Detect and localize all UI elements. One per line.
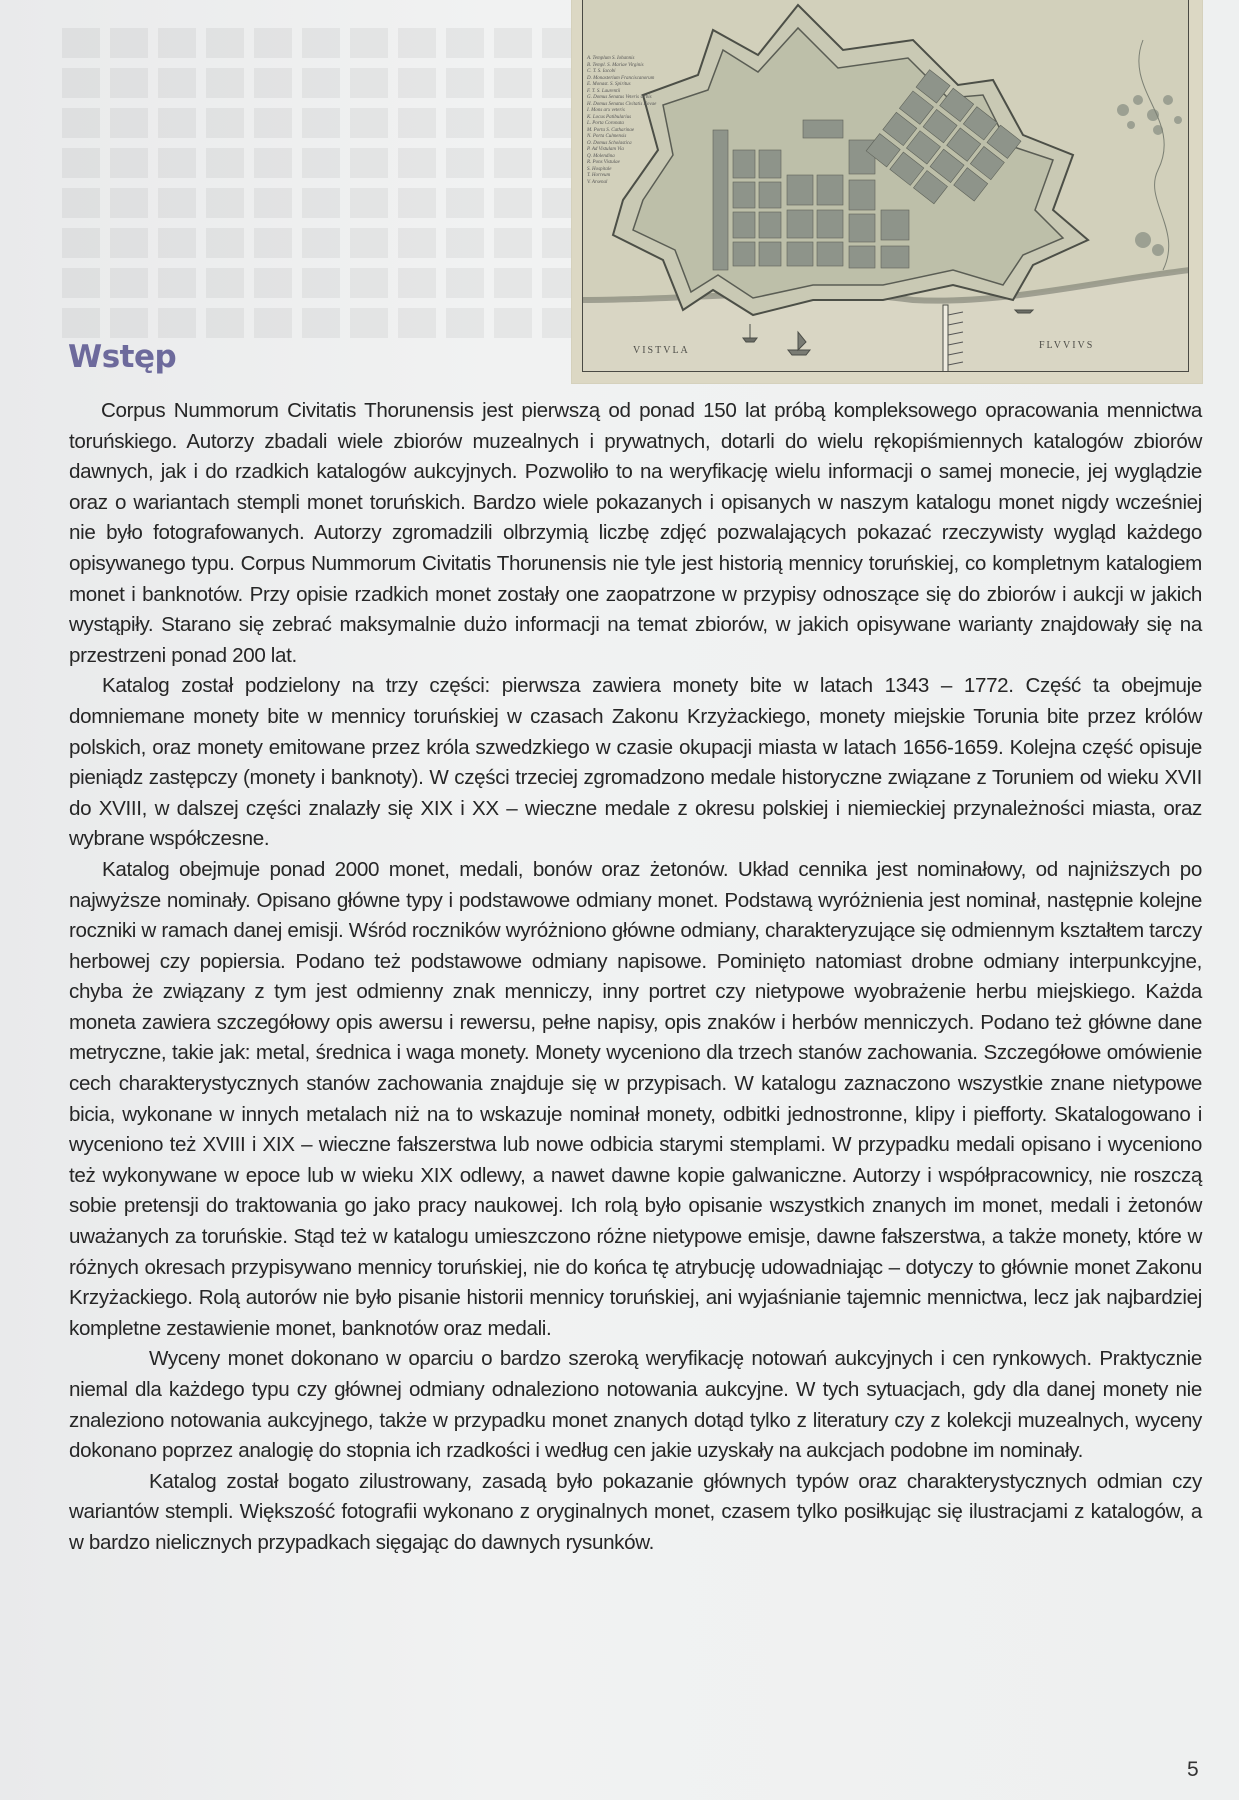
- map-legend-item: R. Pons Vistulae: [587, 160, 620, 165]
- map-legend-item: Q. Molendina: [587, 153, 615, 159]
- map-legend-item: S. Hospitale: [587, 166, 612, 172]
- map-legend-item: N. Porta Culmensis: [587, 134, 627, 139]
- map-legend-item: M. Porta S. Catharinae: [587, 127, 635, 133]
- map-legend-item: F. T. S. Laurentii: [587, 88, 621, 94]
- map-label-vistula: VISTVLA: [633, 345, 690, 356]
- map-legend-item: O. Domus Scholastica: [587, 140, 632, 146]
- paragraph: Wyceny monet dokonano w oparciu o bardzo szeroką weryfikację notowań aukcyjnych i cen rynkowych. Praktycznie niemal dla każdego typu czy głównej odmiany odnaleziono notowania aukcyjne. W tych sytuacjach, gdy dla danej monety nie znaleziono notowania aukcyjnego, także w przypadku monet znanych dotąd tylko z literatury czy z kolekcji muzealnych, wyceny dokonano poprzez analogię do stopnia ich rzadkości i według cen jakie uzyskały na aukcjach podobne im nominały.: [69, 1347, 1202, 1463]
- map-legend-item: A. Templum S. Iohannis: [587, 56, 635, 61]
- map-legend-item: H. Domus Senatus Civitatis Novae: [587, 101, 657, 107]
- map-label-fluvius: FLVVIVS: [1039, 340, 1095, 351]
- paragraph: Katalog został bogato zilustrowany, zasadą było pokazanie głównych typów oraz charakterystycznych odmian czy wariantów stempli. Większość fotografii wykonano z oryginalnych monet, czasem tylko posiłkując się ilustracjami z katalogów, a w bardzo nielicznych przypadkach sięgając do dawnych rysunków.: [69, 1469, 1202, 1554]
- map-legend-item: D. Monasterium Franciscanorum: [587, 75, 655, 81]
- show-through-text: [62, 28, 582, 358]
- map-legend-item: P. Ad Vistulam Via: [587, 147, 624, 152]
- section-title: Wstęp: [68, 338, 177, 375]
- paragraph: Katalog obejmuje ponad 2000 monet, medali, bonów oraz żetonów. Układ cennika jest nominałowy, od najniższych po najwyższe nominały. Opisano główne typy i podstawowe odmiany monet. Podstawą wyróżnienia jest nominał, następnie kolejne roczniki w ramach danej emisji. Wśród roczników wyróżniono główne odmiany, charakteryzujące się odmiennym kształtem tarczy herbowej czy popiersia. Podano też podstawowe odmiany napisowe. Pominięto natomiast drobne odmiany interpunkcyjne, chyba że związany z tym jest odmienny znak menniczy, inny portret czy nietypowe wyobrażenie herbu miejskiego. Każda moneta zawiera szczegółowy opis awersu i rewersu, pełne napisy, opis znaków i herbów menniczych. Podano też główne dane metryczne, takie jak: metal, średnica i waga monety. Monety wyceniono dla trzech stanów zachowania. Szczegółowe omówienie cech charakterystycznych stanów zachowania znajduje się w przypisach. W katalogu zaznaczono wszystkie znane nietypowe bicia, wykonane w innych metalach niż na to wskazuje nominał monety, odbitki jednostronne, klipy i piefforty. Skatalogowano i wyceniono też XVIII i XIX – wieczne fałszerstwa lub nowe odbicia starymi stemplami. W przypadku medali opisano i wyceniono też wykonywane w epoce lub w wieku XIX odlewy, a nawet dawne kopie galwaniczne. Autorzy i współpracownicy, nie roszczą sobie pretensji do traktowania go jako pracy naukowej. Ich rolą było opisanie wszystkich znanych im monet, medali i żetonów uważanych za toruńskie. Stąd też w katalogu umieszczono różne nietypowe emisje, dawne fałszerstwa, a także monety, które w różnych okresach przypisywano mennicy toruńskiej, nie do końca tę atrybucję udowadniając – dotyczy to głównie monet Zakonu Krzyżackiego. Rolą autorów nie było pisanie historii mennicy toruńskiej, ani wyjaśnianie tajemnic mennictwa, lecz jak najbardziej kompletne zestawienie monet, banknotów oraz medali.: [69, 857, 1202, 1340]
- map-legend-item: I. Mons arx veteris: [587, 108, 625, 113]
- map-legend-item: B. Templ. S. Mariae Virginis: [587, 62, 644, 68]
- map-engraving: [582, 0, 1189, 372]
- map-legend-item: L. Porta Coronata: [587, 121, 624, 126]
- paragraph: Corpus Nummorum Civitatis Thorunensis jest pierwszą od ponad 150 lat próbą kompleksowego opracowania mennictwa toruńskiego. Autorzy zbadali wiele zbiorów muzealnych i prywatnych, dotarli do wielu rękopiśmiennych katalogów zbiorów dawnych, jak i do rzadkich katalogów aukcyjnych. Pozwoliło to na weryfikację wielu informacji o samej monecie, jej wyglądzie oraz o wariantach stempli monet toruńskich. Bardzo wiele pokazanych i opisanych w naszym katalogu monet nigdy wcześniej nie było fotografowanych. Autorzy zgromadzili olbrzymią liczbę zdjęć pozwalających pokazać rzeczywisty wygląd każdego opisywanego typu. Corpus Nummorum Civitatis Thorunensis nie tyle jest historią mennicy toruńskiej, co kompletnym katalogiem monet i banknotów. Przy opisie rzadkich monet zostały one zaopatrzone w przypisy odnoszące się do zbiorów i aukcji w jakich wystąpiły. Starano się zebrać maksymalnie dużo informacji na temat zbiorów, w jakich opisywane warianty znajdowały się na przestrzeni ponad 200 lat.: [69, 399, 1202, 667]
- map-legend-item: C. T. S. Iacobi: [587, 69, 616, 74]
- body-text: [69, 396, 1202, 1559]
- map-legend-item: T. Horreum: [587, 173, 611, 178]
- historical-map-image: [572, 0, 1202, 383]
- page-number: 5: [1187, 1758, 1199, 1781]
- map-legend-item: K. Locus Patibularius: [587, 114, 632, 120]
- map-legend-item: E. Monast. S. Spiritus: [587, 82, 631, 87]
- map-legend: [587, 56, 677, 186]
- map-legend-item: G. Domus Senatus Veteris Urbis: [587, 95, 652, 100]
- map-legend-item: V. Arsenal: [587, 179, 608, 185]
- paragraph: Katalog został podzielony na trzy części: pierwsza zawiera monety bite w latach 1343 – 1772. Część ta obejmuje domniemane monety bite w mennicy toruńskiej w czasach Zakonu Krzyżackiego, monety miejskie Torunia bite przez królów polskich, oraz monety emitowane przez króla szwedzkiego w czasie okupacji miasta w latach 1656-1659. Kolejna część opisuje pieniądz zastępczy (monety i banknoty). W części trzeciej zgromadzono medale historyczne związane z Toruniem od wieku XVII do XVIII, w dalszej części znalazły się XIX i XX – wieczne medale z okresu polskiej i niemieckiej przynależności miasta, oraz wybrane współczesne.: [69, 674, 1202, 851]
